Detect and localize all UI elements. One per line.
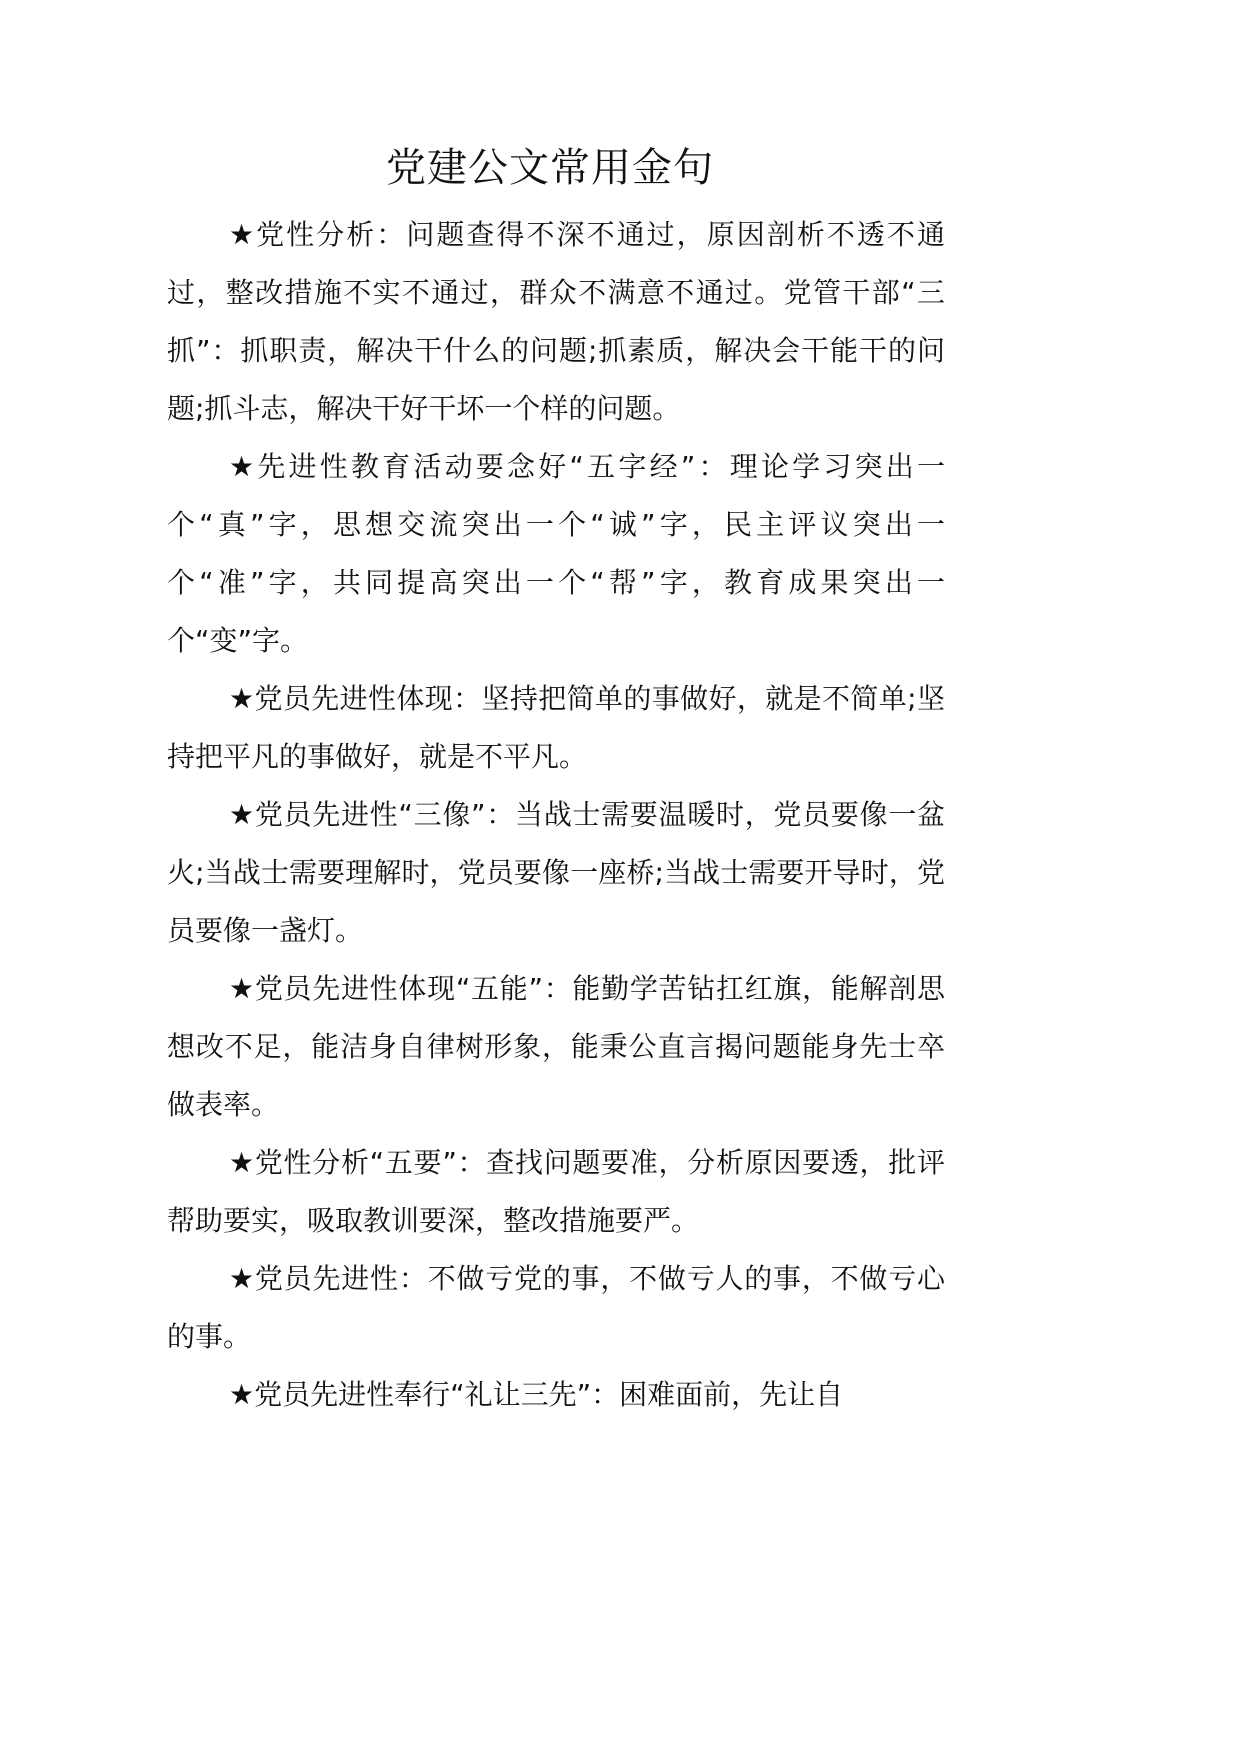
- paragraph-three-firsts: ★党员先进性奉行“礼让三先”：困难面前，先让自: [229, 1378, 844, 1411]
- paragraph-five-musts: ★党性分析“五要”：查找问题要准，分析原因要透，批评帮助要实，吸取教训要深，整改措施要严。: [167, 1146, 945, 1237]
- paragraph-five-abilities: ★党员先进性体现“五能”：能勤学苦钻扛红旗，能解剖思想改不足，能洁身自律树形象，能秉公直言揭问题能身先士卒做表率。: [167, 972, 945, 1121]
- paragraph-five-character-classic: ★先进性教育活动要念好“五字经”：理论学习突出一个“真”字，思想交流突出一个“诚”字，民主评议突出一个“准”字，共同提高突出一个“帮”字，教育成果突出一个“变”字。: [167, 450, 945, 657]
- paragraph-party-spirit-analysis: ★党性分析：问题查得不深不通过，原因剖析不透不通过，整改措施不实不通过，群众不满意不通过。党管干部“三抓”：抓职责，解决干什么的问题;抓素质，解决会干能干的问题;抓斗志，解决干好干坏一个样的问题。: [167, 218, 945, 425]
- document-title: 党建公文常用金句: [386, 145, 714, 191]
- paragraph-three-likes: ★党员先进性“三像”：当战士需要温暖时，党员要像一盆火;当战士需要理解时，党员要像一座桥;当战士需要开导时，党员要像一盏灯。: [167, 798, 945, 947]
- paragraph-three-nots: ★党员先进性：不做亏党的事，不做亏人的事，不做亏心的事。: [167, 1262, 945, 1353]
- document-body: [167, 206, 945, 1424]
- paragraph-advanced-nature: ★党员先进性体现：坚持把简单的事做好，就是不简单;坚持把平凡的事做好，就是不平凡。: [167, 682, 945, 773]
